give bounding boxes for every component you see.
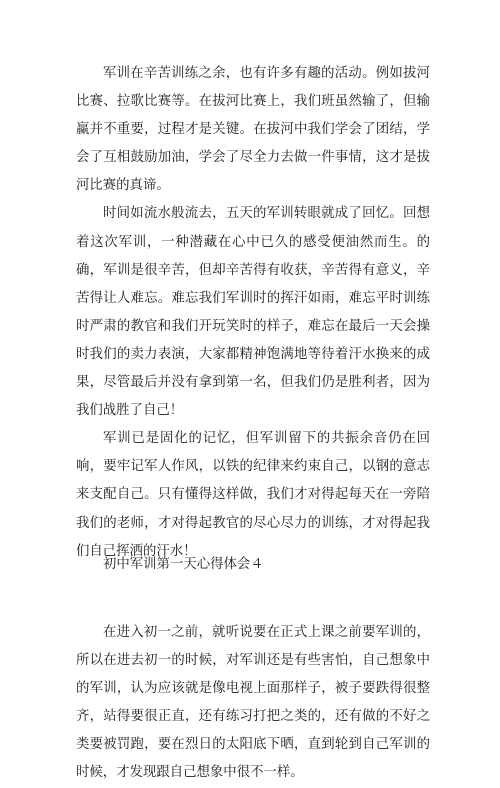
paragraph-before-grade-one: 在进入初一之前，就听说要在正式上课之前要军训的，所以在进去初一的时候，对军训还是有些害怕，自己想象中的军训，认为应该就是像电视上面那样子，被子要跌得很整齐，站得要很正直，还有练习打把之类的，还有做的不好之类要被罚跑，要在烈日的太阳底下晒，直到轮到自己军训的时候，才发现跟自己想象中很不一样。 [76,625,430,781]
essay-title: 初中军训第一天心得体会４ [103,557,264,572]
paragraph-time-flies: 时间如流水般流去，五天的军训转眼就成了回忆。回想着这次军训，一种潜藏在心中已久的感受便油然而生。的确，军训是很辛苦，但却辛苦得有收获，辛苦得有意义，辛苦得让人难忘。难忘我们军训时的挥汗如雨，难忘平时训练时严肃的教官和我们开玩笑时的样子，难忘在最后一天会操时我们的卖力表演，大家都精神饱满地等待着汗水换来的成果，尽管最后并没有拿到第一名，但我们仍是胜利者，因为我们战胜了自己！ [76,206,430,419]
essay-body-section [76,60,430,566]
essay-heading-section [76,551,430,579]
essay-intro-section [76,619,430,788]
paragraph-memory: 军训已是固化的记忆，但军训留下的共振余音仍在回响，要牢记军人作风，以铁的纪律来约束自己，以钢的意志来支配自己。只有懂得这样做，我们才对得起每天在一旁陪我们的老师，才对得起教官的尽心尽力的训练，才对得起我们自己挥洒的汗水！ [76,431,430,559]
paragraph-tug-of-war: 军训在辛苦训练之余，也有许多有趣的活动。例如拔河比赛、拉歌比赛等。在拔河比赛上，我们班虽然输了，但输赢并不重要，过程才是关键。在拔河中我们学会了团结，学会了互相鼓励加油，学会了尽全力去做一件事情，这才是拔河比赛的真谛。 [76,66,430,194]
